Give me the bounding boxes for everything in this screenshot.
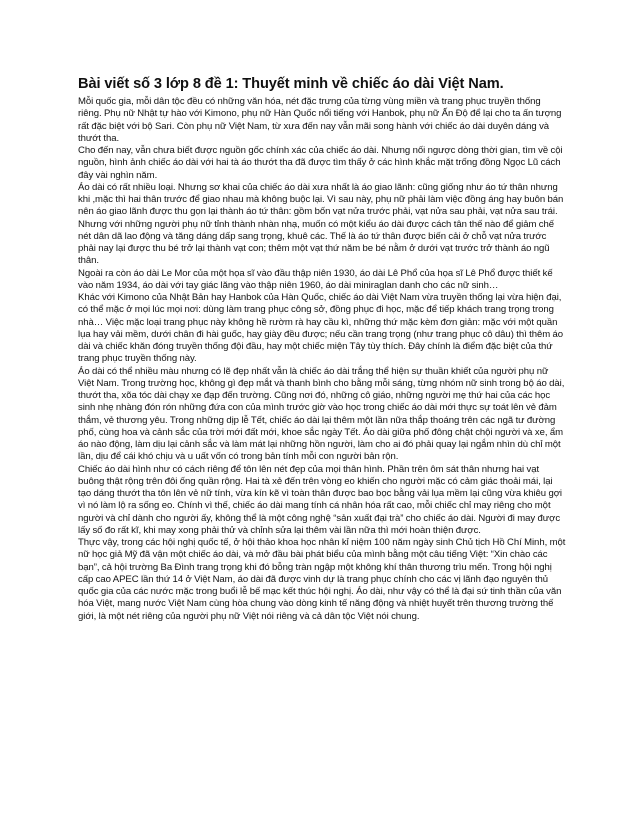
paragraph-international: Thực vậy, trong các hội nghị quốc tế, ở hội thảo khoa học nhân kỉ niệm 100 năm ngày sinh Chủ tịch Hồ Chí Minh, một nữ học giả Mỹ đã vận một chiếc áo dài, và mở đầu bài phát biểu của mình bằng một câu tiếng Việt: “Xin chào các bạn”, cả hội trường Ba Đình trang trọng khi đó bỗng tràn ngập một không khí thân thương trìu mến. Trong hội nghị cấp cao APEC lần thứ 14 ở Việt Nam, áo dài đã được vinh dự là trang phục chính cho các vị lãnh đạo nguyên thủ quốc gia của các nước mặc trong buổi lễ bế mạc kết thúc hội nghị. Áo dài, như vậy có thể là đại sứ tinh thần của văn hóa Việt, mang nước Việt Nam cùng hòa chung vào dòng kinh tế năng động và nhiệt huyết trên thương trường thế giới, là một nét riêng của người phụ nữ Việt nói riêng và cả dân tộc Việt nói chung. xyxy=(78,537,566,622)
document-page xyxy=(78,74,566,623)
paragraph-shape: Chiếc áo dài hình như có cách riêng để tôn lên nét đẹp của mọi thân hình. Phần trên ôm sát thân nhưng hai vạt buông thật rộng trên đôi ống quần rộng. Hai tà xẻ đến trên vòng eo khiến cho người mặc có cảm giác thoải mái, lại tạo dáng thướt tha tôn lên vẻ nữ tính, vừa kín kẽ vì toàn thân được bao bọc bằng vải lụa mềm lại cũng vừa khiêu gợi vì nó làm lộ ra sống eo. Chính vì thế, chiếc áo dài mang tính cá nhân hóa rất cao, mỗi chiếc chỉ may riêng cho một người và chỉ dành cho người ấy, không thể là một công nghệ “sản xuất đại trà” cho chiếc áo dài. Người đi may được lấy số đo rất kĩ, khi may xong phải thử và chỉnh sửa lại thêm vài lần nữa thì mới hoàn thiện được. xyxy=(78,463,563,536)
document-title: Bài viết số 3 lớp 8 đề 1: Thuyết minh về chiếc áo dài Việt Nam. xyxy=(78,76,504,92)
paragraph-intro: Mỗi quốc gia, mỗi dân tộc đều có những văn hóa, nét đặc trưng của từng vùng miền và trang phục truyền thống riêng. Phụ nữ Nhật tự hào với Kimono, phụ nữ Hàn Quốc nổi tiếng với Hanbok, phụ nữ Ấn Độ để lại cho ta ấn tượng rất đặc biệt với bộ Sari. Còn phụ nữ Việt Nam, từ xưa đến nay vẫn mãi song hành với chiếc áo dài duyên dáng và thướt tha. xyxy=(78,96,562,144)
paragraph-usage: Khác với Kimono của Nhật Bản hay Hanbok của Hàn Quốc, chiếc áo dài Việt Nam vừa truyền thống lại vừa hiện đại, có thể mặc ở mọi lúc mọi nơi: dùng làm trang phục công sở, đồng phục đi học, mặc để tiếp khách trang trọng trong nhà… Việc mặc loại trang phục này không hề rườm rà hay cầu kì, những thứ mặc kèm đơn giản: mặc với một quần lụa hay vải mềm, dưới chân đi hài guốc, hay giày đều được; nếu cần trang trọng (như trang phục cô dâu) thì thêm áo dài và chiếc khăn đóng truyền thống đội đầu, hay một chiếc miện Tây tùy thích. Đây chính là điểm đặc biệt của thứ trang phục truyền thống này. xyxy=(78,292,564,365)
paragraph-types: Áo dài có rất nhiều loại. Nhưng sơ khai của chiếc áo dài xưa nhất là áo giao lãnh: cũng giống như áo tứ thân nhưng khi ,mặc thì hai thân trước để giao nhau mà không buộc lại. Vì sau này, phụ nữ phải làm việc đồng áng hay buôn bán nên áo giao lãnh được thu gọn lại thành áo tứ thân: gồm bốn vạt nửa trước phải, vạt nửa sau phải, vạt nửa sau trái. Nhưng với những người phụ nữ tỉnh thành nhàn nhạ, muốn có một kiểu áo dài được cách tân thế nào để giảm chế nét dân dã lao động và tăng dáng dấp sang trọng, khuê các. Thế là áo tứ thân được biến cải ở chỗ vạt nửa trước phải nay lại được thu bé trở lại thành vạt con; thêm một vạt thứ năm be bé nằm ở dưới vạt trước trở thành áo ngũ thân. xyxy=(78,181,564,267)
paragraph-other-styles: Ngoài ra còn áo dài Le Mor của một họa sĩ vào đầu thập niên 1930, áo dài Lê Phổ của họa sĩ Lê Phổ được thiết kế vào năm 1934, áo dài với tay giác lăng vào thập niên 1960, áo dài miniraglan danh cho các nữ sinh… xyxy=(78,267,553,291)
paragraph-colors: Áo dài có thể nhiều màu nhưng có lẽ đẹp nhất vẫn là chiếc áo dài trắng thể hiện sự thuần khiết của người phụ nữ Việt Nam. Trong trường học, không gì đẹp mắt và thanh bình cho bằng mỗi sáng, từng nhóm nữ sinh trong bộ áo dài, thướt tha, xõa tóc dài chạy xe đạp đến trường. Cũng nơi đó, những cô giáo, những người mẹ thứ hai của các học sinh nhẹ nhàng đón rón những đứa con của mình trước giờ vào học trong chiếc áo dài mới thực sự toát lên vẻ đảm thắm, vẻ thương yêu. Trong những dịp lễ Tết, chiếc áo dài lại thêm một lần nữa thắp thoáng trên các ngã tư đường phố, cùng hoa và cảnh sắc của trời mới đất mới, khoe sắc ngày Tết. Áo dài giữa phố đông chật chội người và xe, ẩm áo nào động, làm dịu lại cảnh sắc và làm mát lại những hồn người, làm cho ai đó phải quay lại ngắm nhìn dù chỉ một lần, dịu để cái khó chịu và u uất vốn có trong bản tính mỗi con người bản rộn. xyxy=(78,365,565,463)
paragraph-origin: Cho đến nay, vẫn chưa biết được nguồn gốc chính xác của chiếc áo dài. Nhưng nối ngược dòng thời gian, tìm về cội nguồn, hình ảnh chiếc áo dài với hai tà áo thướt tha đã được tìm thấy ở các hình khắc mặt trống đồng Ngọc Lũ cách đây vài nghìn năm. xyxy=(78,145,563,181)
